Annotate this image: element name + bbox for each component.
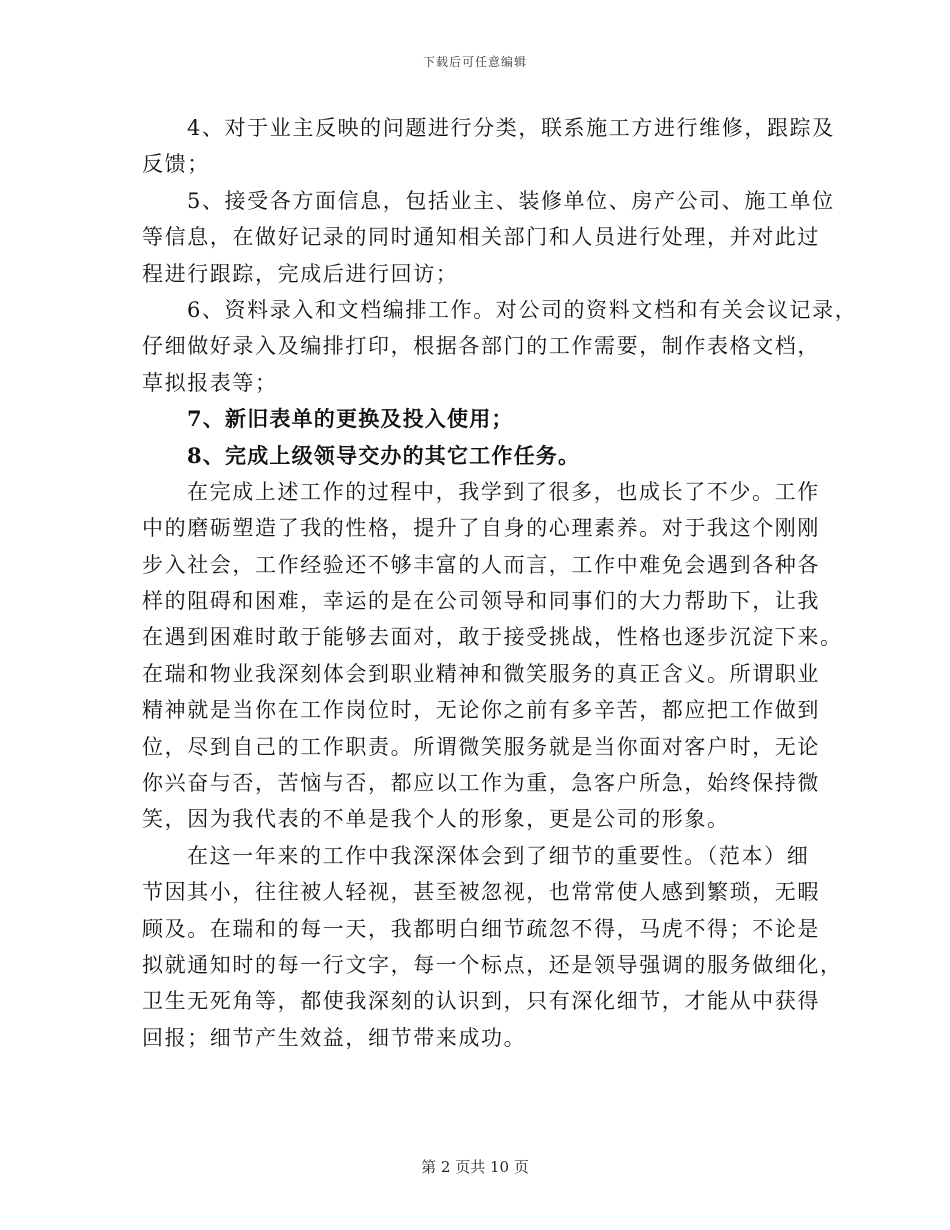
text-line: 样的阻碍和困难，幸运的是在公司领导和同事们的大力帮助下，让我	[142, 589, 820, 614]
text-line: 4、对于业主反映的问题进行分类，联系施工方进行维修，跟踪及	[187, 116, 835, 140]
text-line: 在遇到困难时敢于能够去面对，敢于接受挑战，性格也逐步沉淀下来。	[142, 625, 843, 650]
text-line: 拟就通知时的每一行文字，每一个标点，还是领导强调的服务做细化，	[142, 952, 843, 977]
text-line: 程进行跟踪，完成后进行回访；	[142, 261, 459, 286]
document-body	[142, 110, 858, 1056]
text-line: 节因其小，往往被人轻视，甚至被忽视，也常常使人感到繁琐，无暇	[142, 880, 820, 905]
text-line: 你兴奋与否，苦恼与否，都应以工作为重，急客户所急，始终保持微	[142, 771, 820, 796]
text-line: 5、接受各方面信息，包括业主、装修单位、房产公司、施工单位	[187, 188, 835, 213]
text-line: 笑，因为我代表的不单是我个人的形象，更是公司的形象。	[142, 807, 730, 832]
text-line: 仔细做好录入及编排打印，根据各部门的工作需要，制作表格文档，	[142, 334, 820, 359]
text-line: 中的磨砺塑造了我的性格，提升了自身的心理素养。对于我这个刚刚	[142, 516, 820, 541]
text-line: 在这一年来的工作中我深深体会到了细节的重要性。（范本）细	[187, 843, 810, 868]
text-line: 位，尽到自己的工作职责。所谓微笑服务就是当你面对客户时，无论	[142, 734, 820, 759]
text-line: 在瑞和物业我深刻体会到职业精神和微笑服务的真正含义。所谓职业	[142, 661, 820, 686]
text-line: 卫生无死角等，都使我深刻的认识到，只有深化细节，才能从中获得	[142, 989, 820, 1014]
text-line: 等信息，在做好记录的同时通知相关部门和人员进行处理，并对此过	[142, 225, 820, 250]
page-header: 下载后可任意编辑	[422, 55, 527, 69]
bold-text-line: 8、完成上级领导交办的其它工作任务。	[187, 442, 581, 468]
text-line: 在完成上述工作的过程中，我学到了很多，也成长了不少。工作	[187, 479, 820, 504]
text-line: 反馈；	[142, 152, 210, 177]
text-line: 精神就是当你在工作岗位时，无论你之前有多辛苦，都应把工作做到	[142, 698, 820, 723]
text-line: 步入社会，工作经验还不够丰富的人而言，工作中难免会遇到各种各	[142, 552, 820, 577]
text-line: 回报；细节产生效益，细节带来成功。	[142, 1025, 527, 1050]
text-line: 6、资料录入和文档编排工作。对公司的资料文档和有关会议记录，	[187, 297, 858, 322]
page-footer: 第 2 页共 10 页	[421, 1158, 529, 1176]
bold-text-line: 7、新旧表单的更换及投入使用；	[187, 406, 514, 432]
text-line: 顾及。在瑞和的每一天，我都明白细节疏忽不得，马虎不得；不论是	[142, 916, 820, 941]
text-line: 草拟报表等；	[142, 370, 278, 395]
